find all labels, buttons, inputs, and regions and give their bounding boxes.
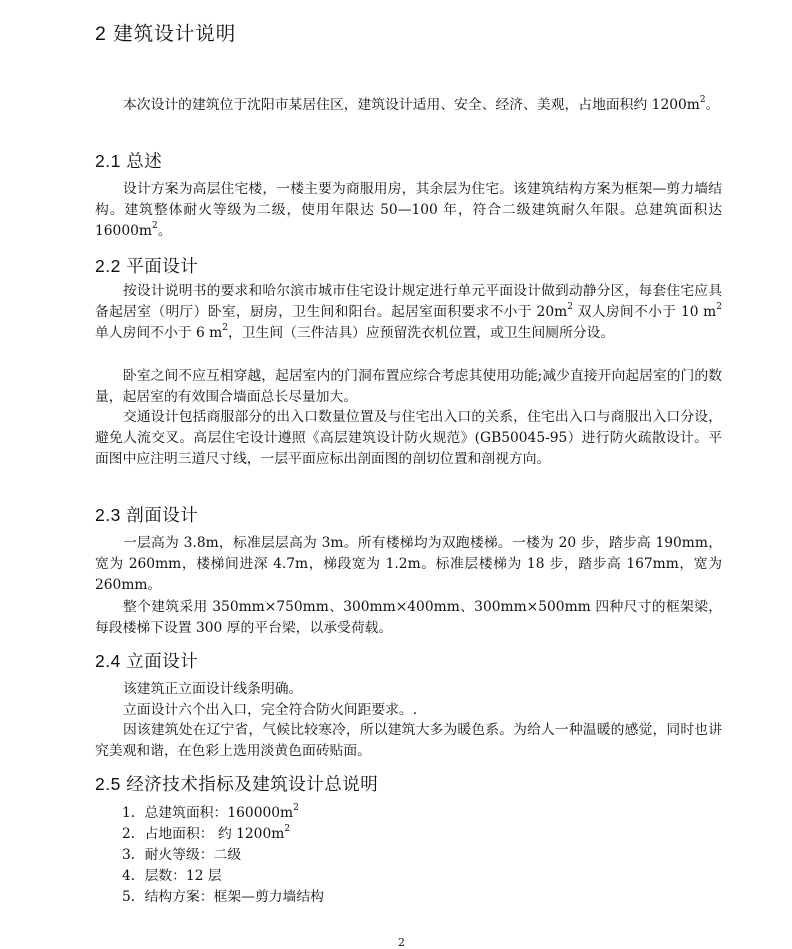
superscript-2: 2: [222, 322, 228, 333]
section-2-3-paragraph-2: 整个建筑采用 350mm×750mm、300mm×400mm、300mm×500mm 四种尺寸的框架梁，每段楼梯下设置 300 厚的平台梁，以承受荷载。: [95, 599, 722, 636]
superscript-2: 2: [716, 301, 723, 312]
section-2-4-paragraph-1: 该建筑正立面设计线条明确。: [123, 681, 303, 697]
section-2-4-paragraph-2: 立面设计六个出入口，完全符合防火间距要求。.: [123, 702, 418, 718]
list-item: 3．耐火等级：二级: [122, 847, 242, 863]
section-heading-2-5: 2.5 经济技术指标及建筑设计总说明: [95, 774, 379, 794]
section-2-2-paragraph-2: 卧室之间不应互相穿越，起居室内的门洞布置应综合考虑其使用功能;减少直接开向起居室的门的数量，起居室的有效围合墙面总长尽量加大。: [95, 368, 722, 405]
superscript-2: 2: [293, 802, 299, 813]
list-item: 4．层数：12 层: [122, 868, 222, 884]
section-heading-2-1: 2.1 总述: [95, 151, 163, 171]
chapter-title: 2 建筑设计说明: [95, 23, 237, 45]
section-heading-2-4: 2.4 立面设计: [95, 651, 199, 671]
section-2-2-paragraph-1: 按设计说明书的要求和哈尔滨市城市住宅设计规定进行单元平面设计做到动静分区，每套住宅应具备起居室（明厅）卧室，厨房，卫生间和阳台。起居室面积要求不小于 $20m^2$ 双人房间不小于 10 $m^2$ 单人房间不小于 6 $m^2$，卫生间（三件洁具）应预留洗衣机位置，或卫生间厕所分设。: [95, 283, 723, 341]
superscript-2: 2: [284, 823, 291, 834]
intro-paragraph: 本次设计的建筑位于沈阳市某居住区，建筑设计适用、安全、经济、美观，占地面积约 $1200m^2$。: [123, 94, 720, 113]
list-item: 2．占地面积： 约 $1200m^2$: [122, 823, 291, 842]
list-item: 1．总建筑面积：$160000m^2$: [122, 802, 299, 821]
section-heading-2-3: 2.3 剖面设计: [95, 505, 199, 525]
superscript-2: 2: [567, 301, 573, 312]
section-heading-2-2: 2.2 平面设计: [95, 256, 199, 276]
section-2-2-paragraph-3: 交通设计包括商服部分的出入口数量位置及与住宅出入口的关系，住宅出入口与商服出入口分设，避免人流交叉。高层住宅设计遵照《高层建筑设计防火规范》(GB50045-95）进行防火疏散设计。平面图中应注明三道尺寸线，一层平面应标出剖面图的剖切位置和剖视方向。: [95, 409, 722, 467]
superscript-2: 2: [699, 94, 706, 105]
section-2-3-paragraph-1: 一层高为 3.8m，标准层层高为 3m。所有楼梯均为双跑楼梯。一楼为 20 步，踏步高 190mm，宽为 260mm，楼梯间进深 4.7m，梯段宽为 1.2m。标准层楼梯为 18 步，踏步高 167mm，宽为 260mm。: [95, 535, 722, 593]
section-2-4-paragraph-3: 因该建筑处在辽宁省，气候比较寒冷，所以建筑大多为暖色系。为给人一种温暖的感觉，同时也讲究美观和谐，在色彩上选用淡黄色面砖贴面。: [95, 722, 722, 759]
superscript-2: 2: [151, 220, 158, 231]
list-item: 5．结构方案：框架—剪力墙结构: [122, 889, 324, 905]
section-2-1-paragraph-1: 设计方案为高层住宅楼，一楼主要为商服用房，其余层为住宅。该建筑结构方案为框架—剪力墙结构。建筑整体耐火等级为二级，使用年限达 50—100 年，符合二级建筑耐久年限。总建筑面积达 $16000m^2$。: [95, 181, 722, 239]
page-number: 2: [398, 936, 405, 949]
